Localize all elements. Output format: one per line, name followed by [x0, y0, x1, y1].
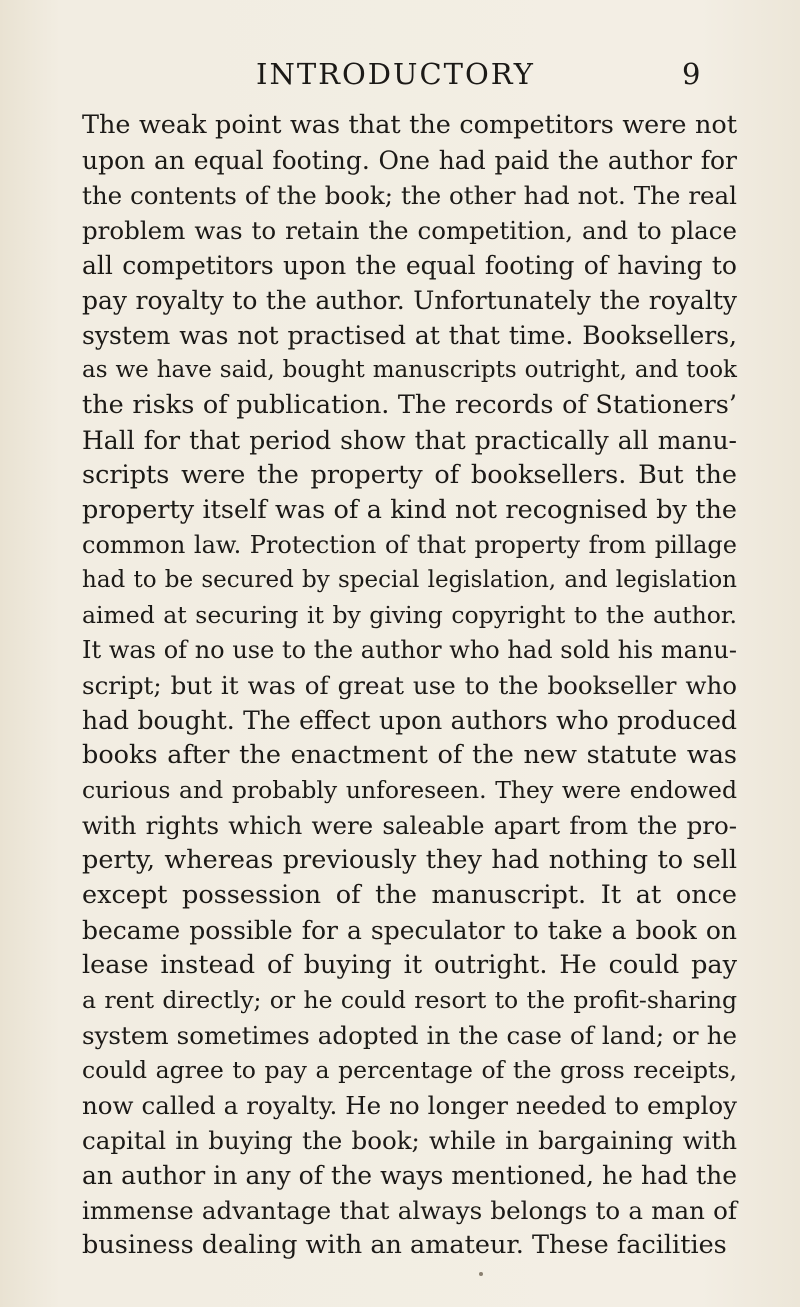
text-line: as we have said, bought manuscripts outright, and took: [82, 357, 737, 383]
text-line: with rights which were saleable apart from the pro-: [82, 811, 737, 840]
text-line: problem was to retain the competition, and to place: [82, 216, 737, 245]
text-line: aimed at securing it by giving copyright to the author.: [82, 601, 737, 629]
text-line: The weak point was that the competitors were not: [82, 110, 737, 140]
text-line: perty, whereas previously they had nothing to sell: [82, 845, 737, 875]
text-line: immense advantage that always belongs to a man of: [82, 1196, 737, 1225]
text-line: had bought. The effect upon authors who produced: [82, 706, 737, 735]
text-line: all competitors upon the equal footing of having to: [82, 251, 737, 280]
text-line: except possession of the manuscript. It at once: [82, 880, 737, 910]
text-line: could agree to pay a percentage of the gross receipts,: [82, 1056, 737, 1084]
page-number: 9: [682, 57, 701, 91]
text-line: pay royalty to the author. Unfortunately the royalty: [82, 286, 737, 315]
text-line: had to be secured by special legislation, and legislation: [82, 567, 737, 593]
text-line: scripts were the property of booksellers. But the: [82, 460, 737, 490]
paper-speck: [479, 1272, 483, 1276]
text-line: script; but it was of great use to the bookseller who: [82, 671, 737, 700]
text-line: curious and probably unforeseen. They were endowed: [82, 776, 737, 804]
text-line: the risks of publication. The records of Stationers’: [82, 390, 737, 420]
text-line: an author in any of the ways mentioned, he had the: [82, 1161, 737, 1190]
body-text: [82, 108, 737, 1263]
text-line: the contents of the book; the other had not. The real: [82, 181, 737, 210]
text-line: business dealing with an amateur. These facilities: [82, 1230, 727, 1260]
text-line: Hall for that period show that practically all manu-: [82, 426, 737, 455]
text-line: became possible for a speculator to take a book on: [82, 916, 737, 945]
text-line: system was not practised at that time. Booksellers,: [82, 321, 737, 350]
text-line: books after the enactment of the new statute was: [82, 740, 737, 770]
text-line: capital in buying the book; while in bargaining with: [82, 1126, 737, 1155]
text-line: property itself was of a kind not recognised by the: [82, 495, 737, 525]
text-line: now called a royalty. He no longer needed to employ: [82, 1091, 737, 1120]
text-line: lease instead of buying it outright. He could pay: [82, 950, 737, 980]
text-line: upon an equal footing. One had paid the author for: [82, 146, 737, 175]
text-line: It was of no use to the author who had sold his manu-: [82, 636, 737, 664]
text-line: a rent directly; or he could resort to the profit-sharing: [82, 986, 737, 1014]
running-head: INTRODUCTORY: [256, 57, 535, 91]
text-line: common law. Protection of that property from pillage: [82, 531, 737, 559]
text-line: system sometimes adopted in the case of land; or he: [82, 1021, 737, 1050]
page-header: [0, 54, 800, 94]
